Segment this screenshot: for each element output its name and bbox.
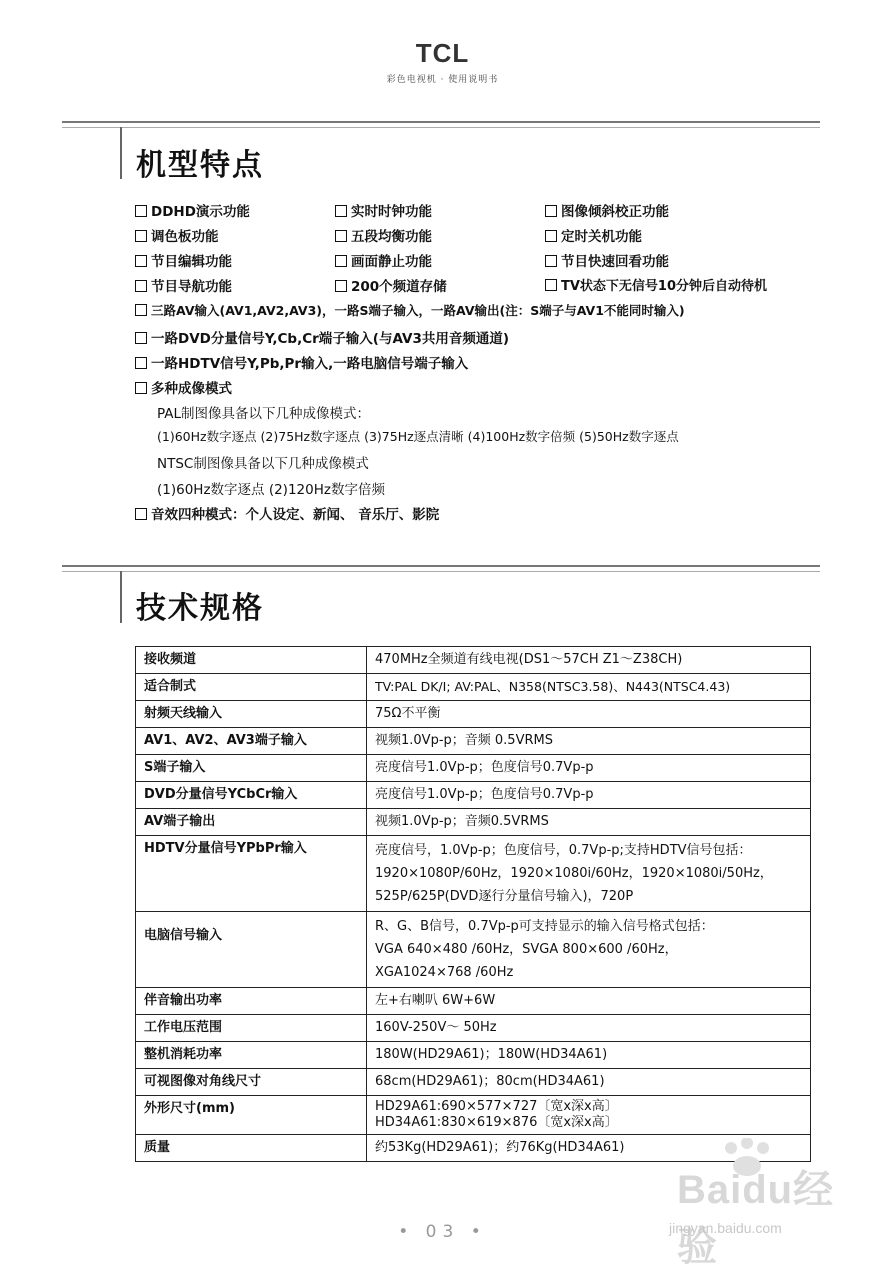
watermark-brand: Baidu经验 bbox=[677, 1168, 835, 1269]
feature-item: 节目快速回看功能 bbox=[545, 250, 669, 270]
feature-item: 节目编辑功能 bbox=[135, 250, 232, 270]
table-row: 适合制式 TV:PAL DK/I; AV:PAL、N358(NTSC3.58)、N443(NTSC4.43) bbox=[136, 674, 811, 701]
table-row: 射频天线输入 75Ω不平衡 bbox=[136, 701, 811, 728]
features-title: 机型特点 bbox=[136, 148, 264, 183]
table-row: 接收频道 470MHz全频道有线电视(DS1～57CH Z1～Z38CH) bbox=[136, 647, 811, 674]
section-rule bbox=[62, 565, 820, 567]
feature-item: 图像倾斜校正功能 bbox=[545, 200, 669, 220]
feature-item: 调色板功能 bbox=[135, 225, 219, 245]
section-rule bbox=[62, 121, 820, 123]
mode-line: (1)60Hz数字逐点 (2)75Hz数字逐点 (3)75Hz逐点清晰 (4)100Hz数字倍频 (5)50Hz数字逐点 bbox=[157, 429, 679, 444]
mode-line: NTSC制图像具备以下几种成像模式 bbox=[157, 456, 369, 472]
watermark-url: jingyan.baidu.com bbox=[669, 1220, 782, 1236]
table-row: S端子输入 亮度信号1.0Vp-p；色度信号0.7Vp-p bbox=[136, 755, 811, 782]
section-rule bbox=[62, 571, 820, 572]
feature-item: 节目导航功能 bbox=[135, 275, 232, 295]
section-rule bbox=[62, 127, 820, 128]
table-row: 可视图像对角线尺寸 68cm(HD29A61)；80cm(HD34A61) bbox=[136, 1069, 811, 1096]
feature-item: 五段均衡功能 bbox=[335, 225, 432, 245]
mode-line: PAL制图像具备以下几种成像模式： bbox=[157, 406, 371, 422]
table-row: 工作电压范围 160V-250V～ 50Hz bbox=[136, 1015, 811, 1042]
table-row: 电脑信号输入 R、G、B信号，0.7Vp-p可支持显示的输入信号格式包括： VGA 640×480 /60Hz，SVGA 800×600 /60Hz， XGA1024×768 /60Hz bbox=[136, 912, 811, 988]
watermark bbox=[647, 1138, 847, 1269]
table-row: 伴音输出功率 左+右喇叭 6W+6W bbox=[136, 988, 811, 1015]
feature-line: 音效四种模式：个人设定、新闻、 音乐厅、影院 bbox=[135, 503, 439, 523]
mode-line: (1)60Hz数字逐点 (2)120Hz数字倍频 bbox=[157, 482, 385, 498]
section-bar bbox=[120, 571, 122, 623]
section-bar bbox=[120, 127, 122, 179]
table-row: AV端子输出 视频1.0Vp-p；音频0.5VRMS bbox=[136, 809, 811, 836]
table-row: DVD分量信号YCbCr输入 亮度信号1.0Vp-p；色度信号0.7Vp-p bbox=[136, 782, 811, 809]
feature-line: 三路AV输入(AV1,AV2,AV3)，一路S端子输入，一路AV输出(注：S端子与AV1不能同时输入) bbox=[135, 301, 685, 319]
table-row: 整机消耗功率 180W(HD29A61)；180W(HD34A61) bbox=[136, 1042, 811, 1069]
manual-subtitle: 彩色电视机 · 使用说明书 bbox=[386, 75, 499, 85]
feature-item: 200个频道存储 bbox=[335, 275, 447, 295]
table-row: HDTV分量信号YPbPr输入 亮度信号，1.0Vp-p；色度信号，0.7Vp-p;支持HDTV信号包括： 1920×1080P/60Hz，1920×1080i/60Hz，1920×1080i/50Hz， 525P/625P(DVD逐行分量信号输入)，720P bbox=[136, 836, 811, 912]
table-row: 外形尺寸(mm) HD29A61:690×577×727〔宽x深x高〕 HD34A61:830×619×876〔宽x深x高〕 bbox=[136, 1096, 811, 1135]
page-number: • 03 • bbox=[398, 1222, 487, 1242]
spec-table bbox=[135, 646, 811, 1162]
feature-item: DDHD演示功能 bbox=[135, 200, 250, 220]
feature-line: 多种成像模式 bbox=[135, 377, 232, 397]
specs-title: 技术规格 bbox=[136, 591, 264, 626]
feature-item: TV状态下无信号10分钟后自动待机 bbox=[545, 275, 767, 294]
brand-logo: TCL bbox=[415, 38, 470, 68]
feature-line: 一路HDTV信号Y,Pb,Pr输入,一路电脑信号端子输入 bbox=[135, 352, 468, 372]
table-row: AV1、AV2、AV3端子输入 视频1.0Vp-p；音频 0.5VRMS bbox=[136, 728, 811, 755]
feature-item: 画面静止功能 bbox=[335, 250, 432, 270]
feature-item: 实时时钟功能 bbox=[335, 200, 432, 220]
feature-item: 定时关机功能 bbox=[545, 225, 642, 245]
feature-line: 一路DVD分量信号Y,Cb,Cr端子输入(与AV3共用音频通道) bbox=[135, 327, 509, 347]
table-row: 质量 约53Kg(HD29A61)；约76Kg(HD34A61) bbox=[136, 1135, 811, 1162]
